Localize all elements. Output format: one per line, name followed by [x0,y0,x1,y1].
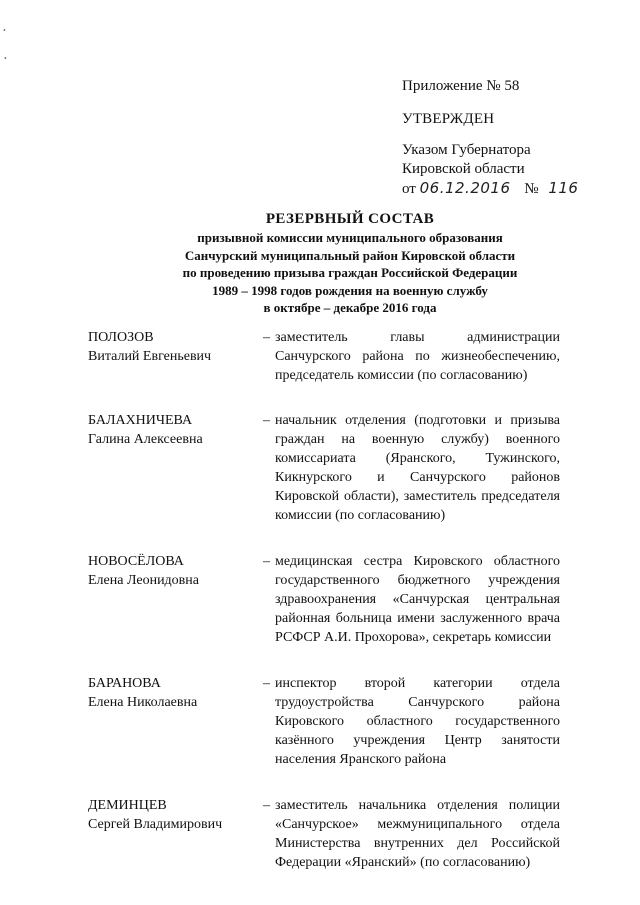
member-name: Елена Николаевна [88,695,198,710]
member-dash: – [263,676,270,691]
title-line: Санчурский муниципальный район Кировской области [184,247,516,263]
member-person [88,552,263,647]
member-surname: БАЛАХНИЧЕВА [88,413,193,428]
decree-line: Указом Губернатора [402,142,531,158]
appendix-label: Приложение № 58 [402,78,520,94]
handwritten-number: 116 [548,179,579,197]
number-prefix: № [524,181,539,197]
member-dash: – [263,330,270,345]
document-title [60,210,640,317]
member-name: Елена Леонидовна [88,573,199,588]
scan-mark: • [4,54,7,63]
member-surname: ДЕМИНЦЕВ [88,798,167,813]
title-main: РЕЗЕРВНЫЙ СОСТАВ [265,211,435,227]
member-entry [88,328,570,385]
date-prefix: от [402,181,416,197]
member-name: Виталий Евгеньевич [88,349,212,364]
member-name: Галина Алексеевна [88,432,203,447]
member-role: заместитель главы администрации Санчурского района по жизнеобеспечению, председатель комиссии (по согласованию) [275,330,560,383]
title-line: призывной комиссии муниципального образования [197,230,503,245]
member-role: медицинская сестра Кировского областного государственного бюджетного учреждения здравоохранения «Санчурская центральная районная больница имени заслуженного врача РСФСР А.И. Прохорова», секретарь комиссии [275,554,560,645]
member-person [88,796,263,872]
member-name: Сергей Владимирович [88,817,223,832]
member-dash: – [263,413,270,428]
member-person [88,411,263,525]
member-role: инспектор второй категории отдела трудоустройства Санчурского района Кировского областного государственного казённого учреждения Центр занятости населения Яранского района [275,676,560,767]
member-entry [88,674,570,769]
decree-line: Кировской области [402,161,525,177]
title-line: в октябре – декабре 2016 года [263,300,437,315]
decree-block [402,141,578,199]
member-person [88,674,263,769]
member-surname: БАРАНОВА [88,676,161,691]
title-line: по проведению призыва граждан Российской Федерации [182,265,518,280]
member-dash: – [263,554,270,569]
decree-date-line [402,179,578,199]
member-surname: ПОЛОЗОВ [88,330,154,345]
member-entry [88,411,570,525]
approved-label: УТВЕРЖДЕН [402,111,495,127]
member-role: начальник отделения (подготовки и призыва граждан на военную службу) военного комиссариата (Яранского, Тужинского, Кикнурского и Санчурского районов Кировской области), заместитель председателя комиссии (по согласованию) [275,413,560,523]
member-surname: НОВОСЁЛОВА [88,554,184,569]
title-line: 1989 – 1998 годов рождения на военную службу [212,282,488,298]
scan-mark: • [3,26,6,35]
member-role: заместитель начальника отделения полиции «Санчурское» межмуниципального отдела Министерства внутренних дел Российской Федерации «Яранский» (по согласованию) [275,798,560,870]
member-person [88,328,263,385]
member-entry [88,552,570,647]
member-dash: – [263,798,270,813]
handwritten-date: 06.12.2016 [419,179,511,197]
member-entry [88,796,570,872]
members-list [88,328,570,872]
